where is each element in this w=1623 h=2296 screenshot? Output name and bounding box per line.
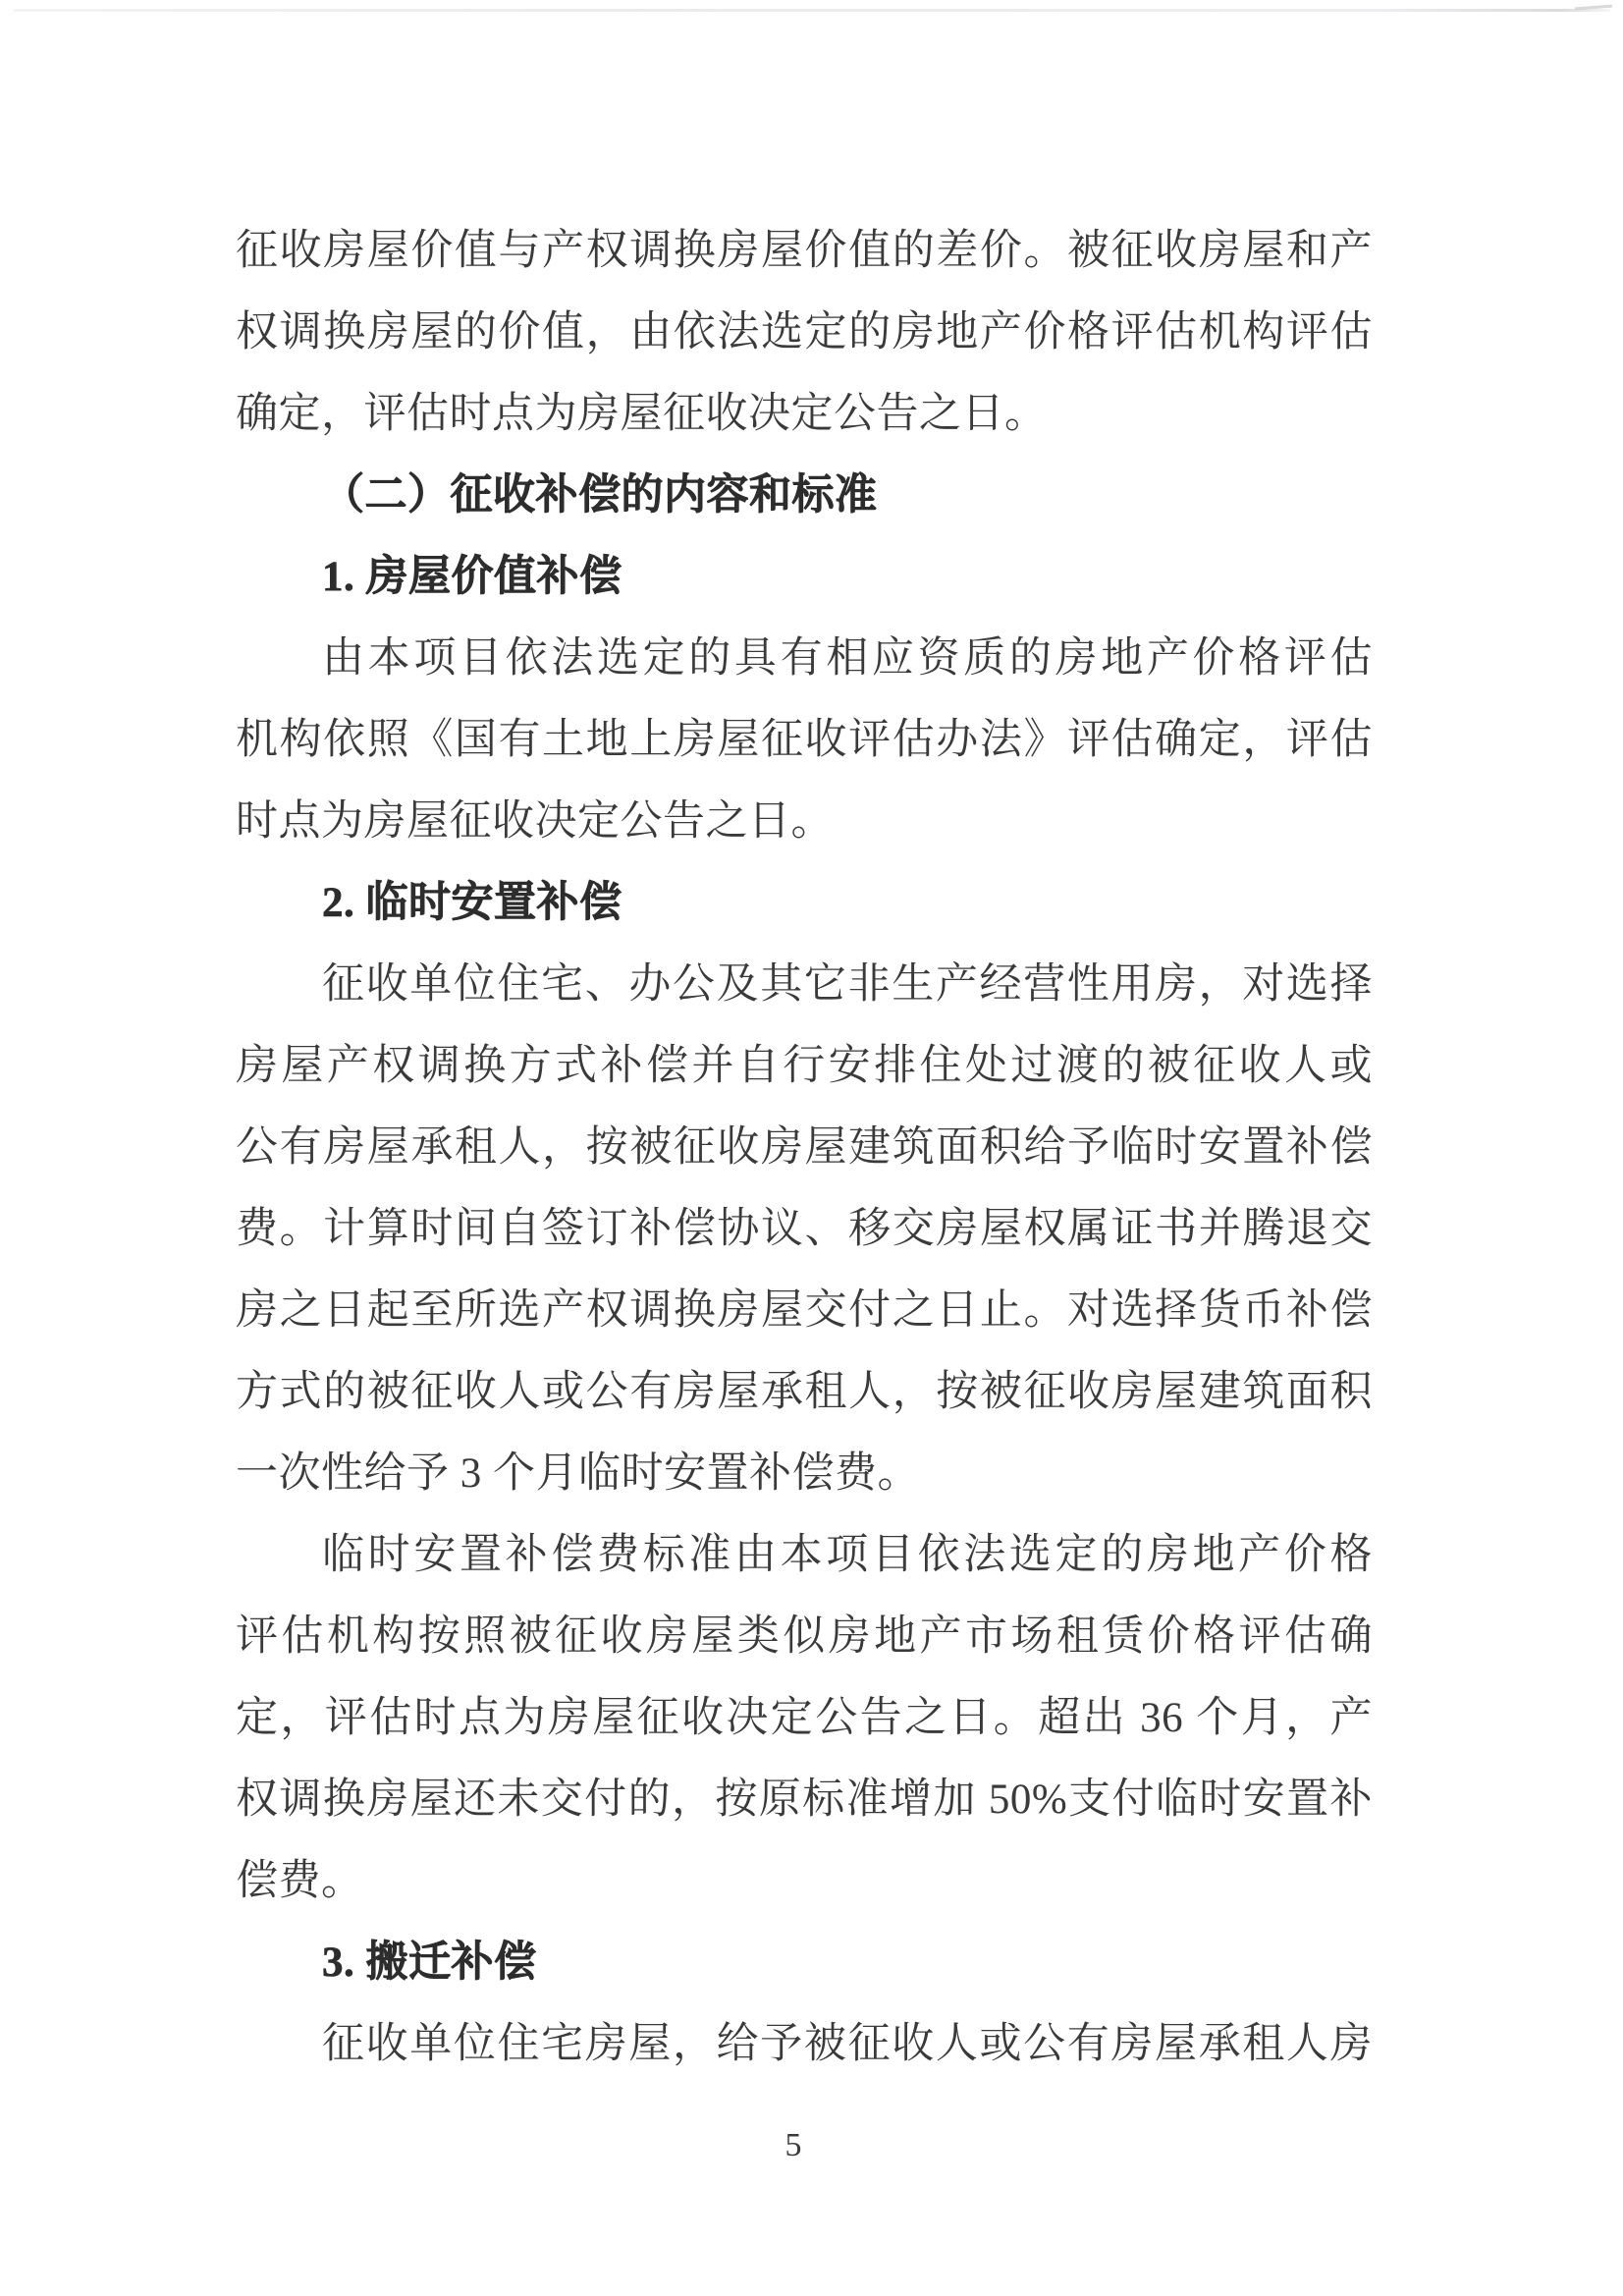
page-footer	[236, 2119, 1351, 2172]
text-line: 房之日起至所选产权调换房屋交付之日止。对选择货币补偿	[236, 1287, 1373, 1334]
text-line: 公有房屋承租人，按被征收房屋建筑面积给予临时安置补偿	[236, 1124, 1373, 1171]
text-line: 方式的被征收人或公有房屋承租人，按被征收房屋建筑面积	[236, 1369, 1373, 1415]
text-line: 偿费。	[236, 1858, 364, 1904]
text-line: 费。计算时间自签订补偿协议、移交房屋权属证书并腾退交	[236, 1206, 1373, 1252]
text-line: 征收单位住宅、办公及其它非生产经营性用房，对选择	[322, 961, 1373, 1008]
text-line: 由本项目依法选定的具有相应资质的房地产价格评估	[322, 635, 1373, 682]
text-line: 评估机构按照被征收房屋类似房地产市场租赁价格评估确	[236, 1613, 1373, 1660]
text-line: 临时安置补偿费标准由本项目依法选定的房地产价格	[322, 1532, 1373, 1578]
text-line: 征收单位住宅房屋，给予被征收人或公有房屋承租人房	[322, 2021, 1373, 2067]
text-line: 权调换房屋的价值，由依法选定的房地产价格评估机构评估	[236, 309, 1373, 355]
text-block	[236, 210, 1373, 2085]
section-heading: （二）征收补偿的内容和标准	[322, 472, 878, 519]
scan-artifact-line	[14, 9, 1610, 12]
page-number: 5	[784, 2127, 802, 2163]
section-heading: 1. 房屋价值补偿	[322, 554, 622, 600]
text-line: 权调换房屋还未交付的，按原标准增加 50%支付临时安置补	[236, 1777, 1373, 1823]
text-line: 房屋产权调换方式补偿并自行安排住处过渡的被征收人或	[236, 1043, 1373, 1089]
section-heading: 3. 搬迁补偿	[322, 1940, 537, 1986]
text-line: 确定，评估时点为房屋征收决定公告之日。	[236, 391, 1048, 437]
text-line: 机构依照《国有土地上房屋征收评估办法》评估确定，评估	[236, 717, 1373, 763]
text-line: 定，评估时点为房屋征收决定公告之日。超出 36 个月，产	[236, 1695, 1373, 1741]
section-heading: 2. 临时安置补偿	[322, 880, 622, 926]
text-line: 一次性给予 3 个月临时安置补偿费。	[236, 1450, 920, 1497]
text-line: 时点为房屋征收决定公告之日。	[236, 798, 834, 845]
text-line: 征收房屋价值与产权调换房屋价值的差价。被征收房屋和产	[236, 228, 1373, 274]
